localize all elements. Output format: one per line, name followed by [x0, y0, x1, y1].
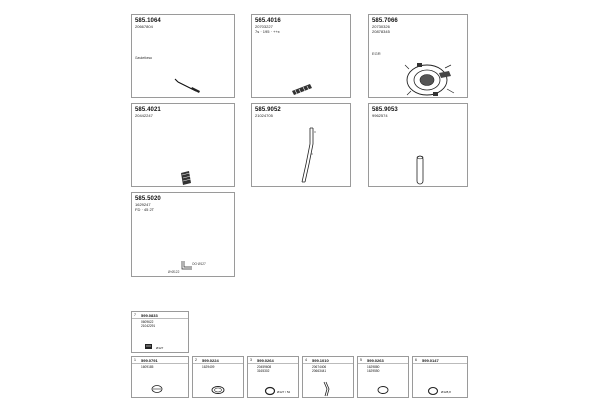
- dimension-label: OO·Ø127: [192, 262, 206, 266]
- accessory-number: 599.0791: [141, 358, 158, 363]
- accessory-index: 2: [195, 358, 197, 362]
- part-number: 585.9052: [255, 107, 281, 113]
- flex-pipe-drawing: [178, 170, 194, 188]
- part-number: 585.5020: [135, 196, 161, 202]
- accessory-card-2[interactable]: [192, 356, 244, 398]
- oe-code: 20442247: [135, 113, 153, 118]
- header-divider: [193, 363, 243, 364]
- header-divider: [132, 318, 188, 319]
- accessory-number: 599.1010: [312, 358, 329, 363]
- oe-code: 20703227: [255, 24, 273, 29]
- accessory-index: 1: [134, 358, 136, 362]
- oe-code: 21024705: [255, 113, 273, 118]
- oe-code: FD · 45 2T: [135, 206, 155, 212]
- tail-pipe-drawing: [292, 124, 320, 186]
- oe-code: 20663441: [312, 368, 327, 373]
- part-card-585-9052[interactable]: [251, 103, 351, 187]
- dimension-label: Ø127 / 52: [277, 390, 291, 394]
- clamp-ring-drawing: [150, 384, 164, 394]
- accessory-index: 4: [305, 358, 307, 362]
- accessory-index: 6: [415, 358, 417, 362]
- adapter-pipe-drawing: [180, 259, 196, 273]
- part-note: Gasketkesa: [135, 56, 152, 60]
- part-number: 585.1064: [135, 18, 161, 24]
- part-card-585-9053[interactable]: [368, 103, 468, 187]
- header-divider: [358, 363, 408, 364]
- accessory-number: 599.0264: [257, 358, 274, 363]
- oe-code: 3165302: [257, 368, 270, 373]
- silencer-drawing: [401, 59, 459, 99]
- header-divider: [303, 363, 353, 364]
- oe-code: 1629880: [367, 365, 380, 369]
- oe-code: 21042291: [141, 323, 156, 328]
- clamp-drawing: [144, 343, 154, 351]
- clamp-drawing: [264, 386, 276, 396]
- dimension-label: Ø·Ø122: [168, 270, 180, 274]
- oe-code: 9962574: [372, 113, 388, 118]
- accessory-card-1[interactable]: [131, 356, 189, 398]
- part-note: EGR: [372, 51, 381, 56]
- exhaust-pipe-drawing: [172, 77, 212, 95]
- oe-code: 0609622: [141, 320, 154, 324]
- header-divider: [413, 363, 467, 364]
- part-number: 565.4016: [255, 18, 281, 24]
- oe-code: 7s · 195 · ++x: [255, 28, 280, 34]
- part-number: 585.9053: [372, 107, 398, 113]
- accessory-index: 5: [360, 358, 362, 362]
- header-divider: [132, 363, 188, 364]
- accessory-number: 599.0224: [202, 358, 219, 363]
- straight-pipe-drawing: [414, 154, 426, 186]
- oe-code: 1629409: [202, 365, 215, 369]
- accessory-card-6[interactable]: [412, 356, 468, 398]
- part-card-585-4021[interactable]: [131, 103, 235, 187]
- clamp-ring-drawing: [427, 386, 439, 396]
- accessory-card-7[interactable]: [131, 311, 189, 353]
- part-card-585-7066[interactable]: [368, 14, 468, 98]
- part-card-585-5020[interactable]: [131, 192, 235, 277]
- gasket-drawing: [210, 385, 226, 395]
- bracket-drawing: [321, 381, 333, 397]
- header-divider: [248, 363, 298, 364]
- dimension-label: Ø127: [156, 346, 164, 350]
- oe-code: 20674406: [312, 365, 327, 369]
- oe-code: 20667804: [135, 24, 153, 29]
- part-card-565-4016[interactable]: [251, 14, 351, 98]
- oe-code: 1629550: [367, 368, 380, 373]
- flex-pipe-drawing: [290, 81, 314, 97]
- accessory-card-5[interactable]: [357, 356, 409, 398]
- part-number: 585.7066: [372, 18, 398, 24]
- accessory-card-4[interactable]: [302, 356, 354, 398]
- dimension-label: Ø128,8: [441, 390, 451, 394]
- accessory-number: 599.0833: [141, 313, 158, 318]
- oe-code: 1609185: [141, 365, 154, 369]
- accessory-number: 599.0147: [422, 358, 439, 363]
- gasket-drawing: [376, 385, 390, 395]
- oe-code: 20459608: [257, 365, 272, 369]
- oe-code: 20730326: [372, 24, 390, 29]
- accessory-card-3[interactable]: [247, 356, 299, 398]
- part-card-585-1064[interactable]: [131, 14, 235, 98]
- accessory-number: 599.0263: [367, 358, 384, 363]
- part-number: 585.4021: [135, 107, 161, 113]
- oe-code: 1629247: [135, 202, 151, 207]
- oe-code: 20878345: [372, 28, 390, 34]
- accessory-index: 3: [250, 358, 252, 362]
- accessory-index: 7: [134, 313, 136, 317]
